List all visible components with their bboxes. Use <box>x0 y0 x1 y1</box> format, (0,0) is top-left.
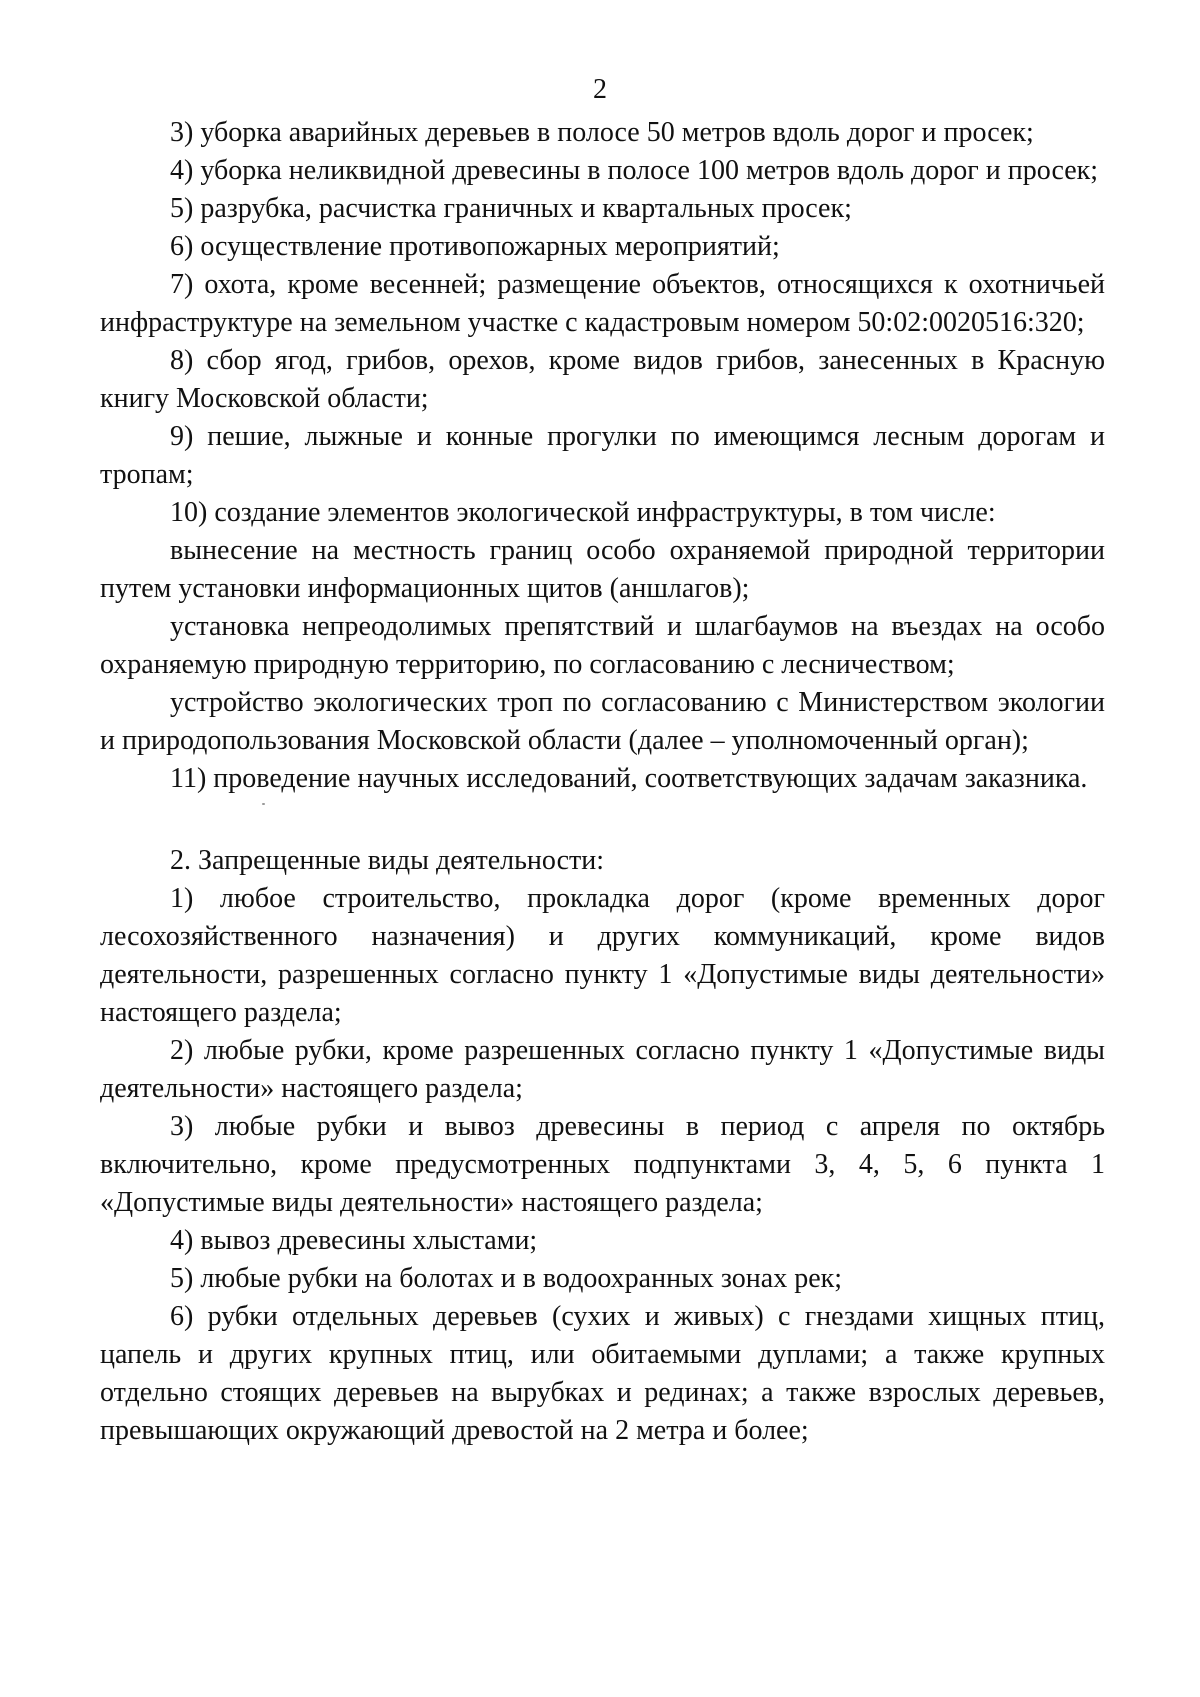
document-body <box>100 114 1105 1450</box>
paragraph-subitem-trails: устройство экологических троп по согласованию с Министерством экологии и природопользования Московской области (далее – уполномоченный орган); <box>100 687 1105 756</box>
paragraph-item-3: 3) уборка аварийных деревьев в полосе 50 метров вдоль дорог и просек; <box>170 117 1034 148</box>
section-heading: 2. Запрещенные виды деятельности: <box>170 845 605 876</box>
paragraph-item-11: 11) проведение научных исследований, соответствующих задачам заказника. <box>170 763 1088 794</box>
prohibited-item-3: 3) любые рубки и вывоз древесины в период с апреля по октябрь включительно, кроме предусмотренных подпунктами 3, 4, 5, 6 пункта 1 «Допустимые виды деятельности» настоящего раздела; <box>100 1111 1105 1218</box>
paragraph-item-5: 5) разрубка, расчистка граничных и квартальных просек; <box>170 193 852 224</box>
section-prohibited-activities <box>100 842 1105 1450</box>
prohibited-item-1: 1) любое строительство, прокладка дорог (кроме временных дорог лесохозяйственного назначения) и других коммуникаций, кроме видов деятельности, разрешенных согласно пункту 1 «Допустимые виды деятельности» настоящего раздела; <box>100 883 1105 1028</box>
paragraph-item-10: 10) создание элементов экологической инфраструктуры, в том числе: <box>170 497 996 528</box>
paragraph-item-9: 9) пешие, лыжные и конные прогулки по имеющимся лесным дорогам и тропам; <box>100 421 1105 490</box>
paragraph-item-7: 7) охота, кроме весенней; размещение объектов, относящихся к охотничьей инфраструктуре на земельном участке с кадастровым номером 50:02:0020516:320; <box>100 269 1105 338</box>
paragraph-item-8: 8) сбор ягод, грибов, орехов, кроме видов грибов, занесенных в Красную книгу Московской области; <box>100 345 1105 414</box>
scan-speck <box>262 803 265 805</box>
prohibited-item-6: 6) рубки отдельных деревьев (сухих и живых) с гнездами хищных птиц, цапель и других крупных птиц, или обитаемыми дуплами; а также крупных отдельно стоящих деревьев на вырубках и рединах; а также взрослых деревьев, превышающих окружающий древостой на 2 метра и более; <box>100 1301 1105 1446</box>
paragraph-item-6: 6) осуществление противопожарных мероприятий; <box>170 231 780 262</box>
prohibited-item-5: 5) любые рубки на болотах и в водоохранных зонах рек; <box>170 1263 842 1294</box>
paragraph-item-4: 4) уборка неликвидной древесины в полосе 100 метров вдоль дорог и просек; <box>170 155 1099 186</box>
paragraph-subitem-barriers: установка непреодолимых препятствий и шлагбаумов на въездах на особо охраняемую природную территорию, по согласованию с лесничеством; <box>100 611 1105 680</box>
paragraph-subitem-boundaries: вынесение на местность границ особо охраняемой природной территории путем установки информационных щитов (аншлагов); <box>100 535 1105 604</box>
page-number: 2 <box>593 74 607 105</box>
prohibited-item-2: 2) любые рубки, кроме разрешенных согласно пункту 1 «Допустимые виды деятельности» настоящего раздела; <box>100 1035 1105 1104</box>
prohibited-item-4: 4) вывоз древесины хлыстами; <box>170 1225 538 1256</box>
